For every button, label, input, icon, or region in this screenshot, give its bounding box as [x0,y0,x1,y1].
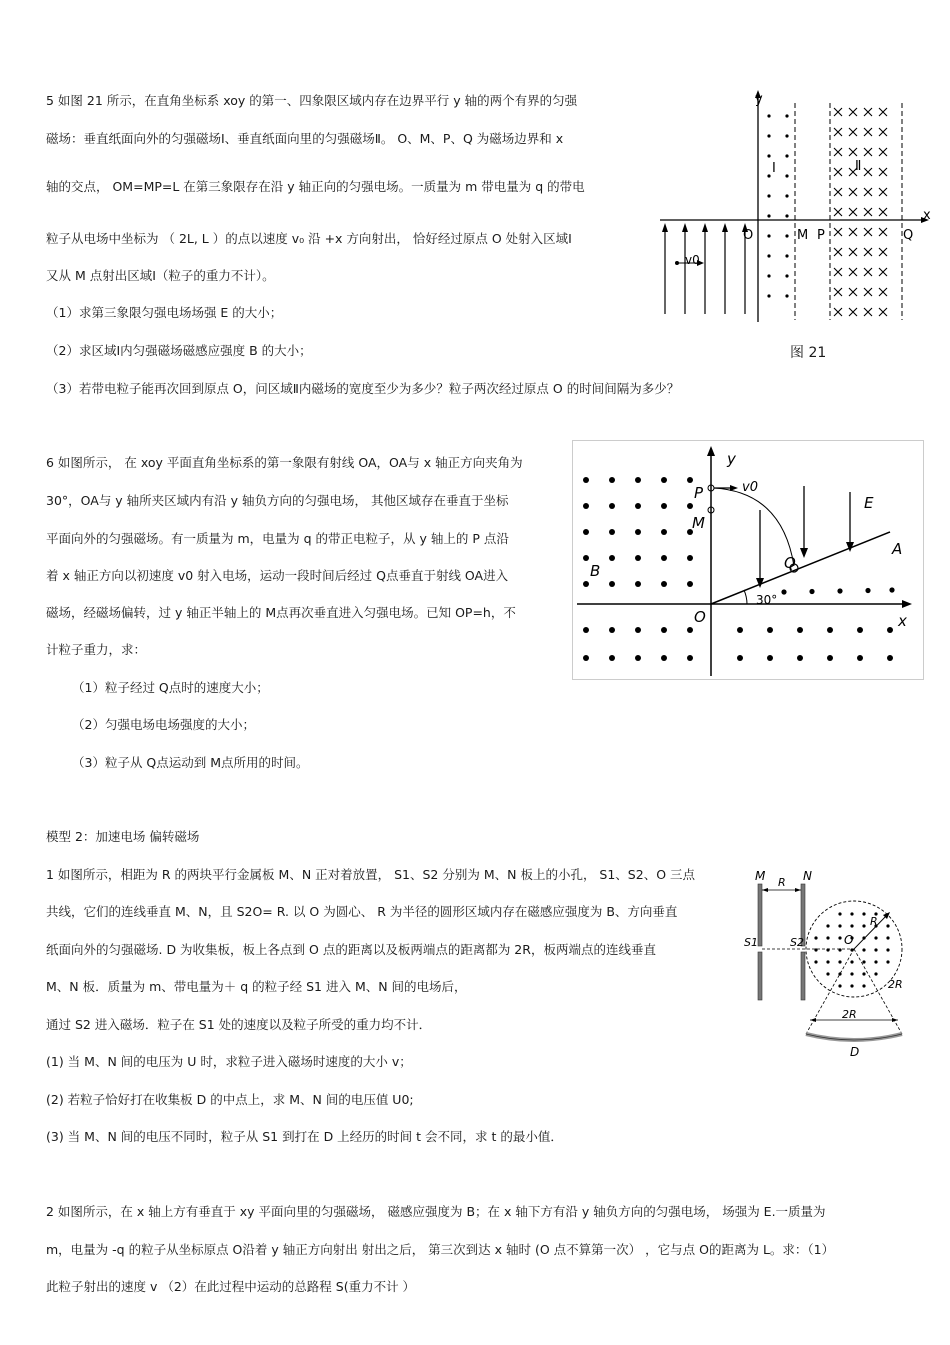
field-dot [886,924,889,927]
fig6-angle-label: 30° [756,593,778,607]
field-cross [849,128,857,136]
field-dot [661,627,667,633]
field-dot [826,948,829,951]
p6-line-7: （1）粒子经过 Q点时的速度大小； [72,680,269,695]
field-dot [687,581,693,587]
m2q1-line-2: 共线，它们的连线垂直 M、N，且 S2O= R. 以 O 为圆心、 R 为半径的圆形区域内存在磁感应强度为 B、方向垂直 [46,904,678,919]
field-dot [837,588,842,593]
p6-line-2: 30°，OA与 y 轴所夹区域内有沿 y 轴负方向的匀强电场， 其他区域存在垂直于坐标 [46,493,509,508]
p5-line-1: 5 如图 21 所示，在直角坐标系 xoy 的第一、四象限区域内存在边界平行 y 轴的两个有界的匀强 [46,93,578,108]
field-dot [583,477,589,483]
p5-line-3: 轴的交点， OM=MP=L 在第三象限存在沿 y 轴正向的匀强电场。一质量为 m 带电量为 q 的带电 [46,179,585,194]
field-cross [864,128,872,136]
field-cross [834,308,842,316]
field-dot [737,627,743,633]
field-cross [864,268,872,276]
field-arrow-head [722,223,728,232]
m2q1-line-1: 1 如图所示，相距为 R 的两块平行金属板 M、N 正对着放置， S1、S2 分别为 M、N 板上的小孔， S1、S2、O 三点 [46,867,696,882]
m2q1-line-3: 纸面向外的匀强磁场. D 为收集板，板上各点到 O 点的距离以及板两端点的距离都为 2R，板两端点的连线垂直 [46,942,656,957]
field-dot [887,655,893,661]
field-cross [849,208,857,216]
model2-heading: 模型 2：加速电场 偏转磁场 [46,829,200,844]
field-dot [814,936,817,939]
field-cross [879,168,887,176]
field-dot [874,948,877,951]
m2q1-line-7: (2) 若粒子恰好打在收集板 D 的中点上，求 M、N 间的电压值 U0; [46,1092,414,1107]
field-dot [857,627,863,633]
field-dot [583,581,589,587]
field-dot [826,960,829,963]
fig6-M-label: M [692,514,705,532]
fig-m2-2R-chord-label: 2R [842,1008,857,1021]
field-dot [767,254,770,257]
field-dot [583,655,589,661]
field-dot [814,948,817,951]
field-cross [864,248,872,256]
field-dot [874,972,877,975]
field-dot [862,924,865,927]
field-cross [879,128,887,136]
field-dot [838,924,841,927]
field-dot [838,948,841,951]
fig-m2-S1-label: S1 [744,936,758,949]
field-dot [737,655,743,661]
p5-line-7: （2）求区域Ⅰ内匀强磁场磁感应强度 B 的大小； [46,343,312,358]
p5-line-2: 磁场：垂直纸面向外的匀强磁场Ⅰ、垂直纸面向里的匀强磁场Ⅱ。 O、M、P、Q 为磁场边界和 x [46,131,564,146]
field-dot [661,655,667,661]
field-dot [583,503,589,509]
fig-m2-R-top-label: R [778,876,786,889]
p6-line-1: 6 如图所示， 在 xoy 平面直角坐标系的第一象限有射线 OA，OA与 x 轴正方向夹角为 [46,455,523,470]
m2q1-line-8: (3) 当 M、N 间的电压不同时，粒子从 S1 到打在 D 上经历的时间 t 会不同，求 t 的最小值． [46,1129,563,1144]
field-dot [687,627,693,633]
fig21-v0-label: v0 [685,253,700,267]
field-cross [834,268,842,276]
field-cross [864,308,872,316]
field-dot [687,503,693,509]
field-cross [834,108,842,116]
fig-m2-N-label: N [803,869,812,883]
figure-21 [655,88,940,328]
field-dot [767,114,770,117]
figure-model2-q1 [742,862,922,1062]
field-cross [849,288,857,296]
field-dot [850,924,853,927]
field-cross [879,288,887,296]
field-dot [767,194,770,197]
field-dot [609,503,615,509]
field-dot [827,655,833,661]
field-cross [834,288,842,296]
field-dot [609,477,615,483]
field-cross [864,168,872,176]
field-dot [767,154,770,157]
field-dot [583,555,589,561]
p6-line-5: 磁场，经磁场偏转，过 y 轴正半轴上的 M点再次垂直进入匀强电场。已知 OP=h，不 [46,605,516,620]
field-cross [864,288,872,296]
field-cross [834,228,842,236]
fig21-caption: 图 21 [790,345,827,361]
field-dot [687,555,693,561]
fig21-point-M: M [797,228,809,243]
fig6-origin-label: O [694,608,706,626]
fig-m2-2R-side-label: 2R [888,978,903,991]
field-dot [661,477,667,483]
m2q2-line-1: 2 如图所示，在 x 轴上方有垂直于 xy 平面向里的匀强磁场， 磁感应强度为 B；在 x 轴下方有沿 y 轴负方向的匀强电场， 场强为 E.一质量为 [46,1204,826,1219]
field-cross [834,208,842,216]
field-dot [635,529,641,535]
field-dot [767,627,773,633]
p5-line-6: （1）求第三象限匀强电场场强 E 的大小； [46,305,283,320]
field-cross [879,228,887,236]
figure-6 [572,440,924,680]
m2q2-line-3: 此粒子射出的速度 v （2）在此过程中运动的总路程 S(重力不计 ） [46,1279,416,1294]
fig-m2-M-label: M [755,869,766,883]
p5-line-8: （3）若带电粒子能再次回到原点 O，问区域Ⅱ内磁场的宽度至少为多少？粒子两次经过原点 O 的时间间隔为多少？ [46,381,680,396]
field-dot [583,627,589,633]
field-dot [781,589,786,594]
fig6-B-label: B [590,562,601,580]
p6-line-4: 着 x 轴正方向以初速度 v0 射入电场，运动一段时间后经过 Q点垂直于射线 OA进入 [46,568,509,583]
field-arrow-head [682,223,688,232]
field-cross [849,228,857,236]
field-cross [834,128,842,136]
fig6-v0-label: v0 [742,480,758,495]
field-dot [785,134,788,137]
field-cross [864,208,872,216]
fig21-point-O: O [743,228,754,243]
field-dot [767,294,770,297]
field-dot [785,174,788,177]
field-dot [785,254,788,257]
p5-line-5: 又从 M 点射出区域Ⅰ（粒子的重力不计）。 [46,268,275,283]
field-cross [834,168,842,176]
field-dot [635,477,641,483]
field-dot [850,984,853,987]
field-dot [862,912,865,915]
field-dot [826,936,829,939]
field-dot [850,972,853,975]
p6-line-6: 计粒子重力，求： [46,642,147,657]
field-dot [767,274,770,277]
fig6-A-label: A [892,540,903,558]
fig6-Q-label: Q [784,554,796,572]
field-dot [661,555,667,561]
field-cross [849,108,857,116]
field-cross [879,268,887,276]
field-dot [857,655,863,661]
field-cross [879,308,887,316]
field-dot [874,936,877,939]
field-dot [850,912,853,915]
field-cross [834,188,842,196]
field-cross [849,148,857,156]
field-cross [864,108,872,116]
field-dot [687,477,693,483]
fig21-y-label: y [755,92,763,107]
field-arrow-head [662,223,668,232]
field-arrow-head [702,223,708,232]
field-dot [767,174,770,177]
p6-line-8: （2）匀强电场电场强度的大小； [72,717,255,732]
field-dot [887,627,893,633]
m2q1-line-5: 通过 S2 进入磁场．粒子在 S1 处的速度以及粒子所受的重力均不计． [46,1017,432,1032]
fig6-P-label: P [694,484,704,502]
field-dot [661,529,667,535]
fig21-region-2: Ⅱ [855,159,862,174]
field-dot [767,214,770,217]
p5-line-4: 粒子从电场中坐标为 （ 2L, L ）的点以速度 v₀ 沿 +x 方向射出， 恰好经过原点 O 处射入区域Ⅰ [46,231,572,246]
field-dot [886,936,889,939]
field-dot [661,503,667,509]
field-cross [834,248,842,256]
p6-line-3: 平面向外的匀强磁场。有一质量为 m，电量为 q 的带正电粒子，从 y 轴上的 P 点沿 [46,531,509,546]
field-dot [862,984,865,987]
field-cross [879,188,887,196]
field-dot [785,274,788,277]
field-cross [849,248,857,256]
field-dot [785,214,788,217]
field-dot [609,529,615,535]
field-dot [826,972,829,975]
field-dot [862,960,865,963]
fig-m2-O-label: O [844,933,854,947]
field-dot [797,655,803,661]
field-dot [862,972,865,975]
field-dot [865,588,870,593]
field-cross [864,188,872,196]
field-dot [814,960,817,963]
field-dot [838,936,841,939]
field-cross [834,148,842,156]
field-dot [874,960,877,963]
m2q1-line-6: (1) 当 M、N 间的电压为 U 时，求粒子进入磁场时速度的大小 v； [46,1054,412,1069]
fig21-point-P: P [817,228,825,243]
field-dot [862,948,865,951]
fig6-E-label: E [864,494,874,512]
p6-line-9: （3）粒子从 Q点运动到 M点所用的时间。 [72,755,309,770]
field-dot [609,581,615,587]
fig21-region-1: Ⅰ [772,161,776,176]
field-dot [886,960,889,963]
field-dot [826,924,829,927]
field-dot [609,627,615,633]
fig21-point-Q: Q [903,228,914,243]
field-dot [838,984,841,987]
field-cross [849,188,857,196]
field-cross [879,108,887,116]
field-cross [849,268,857,276]
field-dot [583,529,589,535]
field-dot [635,555,641,561]
field-cross [879,208,887,216]
field-cross [864,228,872,236]
field-dot [635,503,641,509]
fig-m2-R-radius-label: R [870,915,878,928]
field-dot [850,960,853,963]
field-cross [879,148,887,156]
field-dot [767,234,770,237]
field-dot [635,655,641,661]
field-cross [864,148,872,156]
field-dot [886,948,889,951]
fig21-x-label: x [923,208,931,223]
field-dot [609,655,615,661]
field-dot [661,581,667,587]
field-dot [785,294,788,297]
field-dot [635,627,641,633]
field-dot [635,581,641,587]
field-dot [785,194,788,197]
field-dot [827,627,833,633]
field-dot [809,589,814,594]
fig-m2-D-label: D [850,1045,860,1059]
fig-m2-S2-label: S2 [790,936,804,949]
field-dot [767,134,770,137]
field-dot [785,154,788,157]
m2q1-line-4: M、N 板．质量为 m、带电量为＋ q 的粒子经 S1 进入 M、N 间的电场后， [46,979,467,994]
field-dot [838,912,841,915]
field-dot [797,627,803,633]
m2q2-line-2: m，电量为 -q 的粒子从坐标原点 O沿着 y 轴正方向射出 射出之后， 第三次到达 x 轴时 (O 点不算第一次） ，它与点 O的距离为 L。求：（1） [46,1242,835,1257]
field-dot [687,655,693,661]
field-cross [879,248,887,256]
field-dot [785,114,788,117]
field-dot [767,655,773,661]
field-dot [838,960,841,963]
field-dot [889,587,894,592]
field-dot [785,234,788,237]
fig6-y-label: y [727,450,736,468]
field-dot [609,555,615,561]
field-cross [849,308,857,316]
fig6-x-label: x [898,612,907,630]
